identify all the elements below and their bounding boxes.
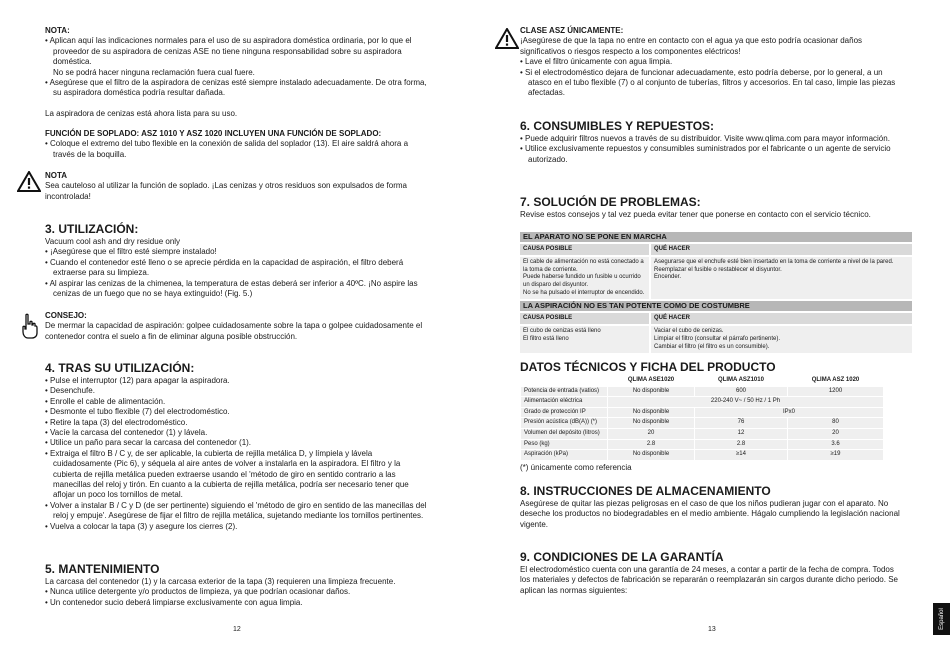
language-label: Español — [938, 608, 945, 630]
table-cell: 220-240 V~ / 50 Hz / 1 Ph — [608, 397, 884, 408]
section-6-title: 6. CONSUMIBLES Y REPUESTOS: — [520, 119, 715, 133]
section-5-title: 5. MANTENIMIENTO — [45, 562, 160, 576]
table-cell: 1200 — [788, 386, 884, 397]
spec-label: Alimentación eléctrica — [521, 397, 608, 408]
section-6-list — [520, 134, 905, 165]
table-cell: El cable de alimentación no está conectado a la toma de corriente. Puede haberse fundido un fusible u ocurrido un disparo del disyuntor. No se ha pulsado el interruptor de encendido. — [520, 256, 650, 300]
section-8-title: 8. INSTRUCCIONES DE ALMACENAMIENTO — [520, 484, 771, 498]
asz-block — [520, 26, 905, 99]
table-section-title: LA ASPIRACIÓN NO ES TAN POTENTE COMO DE COSTUMBRE — [520, 300, 912, 312]
table-cell: Vaciar el cubo de cenizas. Limpiar el filtro (consultar el párrafo pertinente). Cambiar el filtro (el filtro es un consumible). — [650, 325, 912, 354]
note-item: No se podrá hacer ninguna reclamación fuera cual fuere. — [53, 67, 255, 77]
table-cell: IPx0 — [695, 407, 884, 418]
section-3-line: Vacuum cool ash and dry residue only — [45, 237, 181, 246]
list-item: • Extraiga el filtro B / C y, de ser aplicable, la cubierta de rejilla metálica D, y límpiela y lávela cuidadosamente (Pic 6), y séquela al aire antes de volver a instalarla en la aspiradora. El filtro y la cubierta de rejilla metálica pueden extraerse usando el 'método de giro en sentido contrario a las manecillas del reloj y tirón. En cuanto a la cubierta de rejilla metálica, podría ser necesario tener que aflojar un poco los tornillos de metal. — [45, 448, 409, 500]
warning-icon — [495, 28, 519, 49]
column-header: QLIMA ASE1020 — [608, 376, 695, 386]
spec-label: Peso (kg) — [521, 439, 608, 450]
table-cell: 20 — [608, 428, 695, 439]
table-cell: Asegurarse que el enchufe esté bien insertado en la toma de corriente a nivel de la pared. Reemplazar el fusible o restablecer el disyuntor. Encender. — [650, 256, 912, 300]
asz-line: ¡Asegúrese de que la tapa no entre en contacto con el agua ya que esto podría ocasionar daños significativos o riesgos respecto a los componentes eléctricos! — [520, 36, 863, 56]
list-item: • Puede adquirir filtros nuevos a través de su distribuidor. Visite www.qlima.com para mayor información. — [520, 134, 890, 143]
section-4-title: 4. TRAS SU UTILIZACIÓN: — [45, 361, 195, 375]
list-item: • Vacíe la carcasa del contenedor (1) y lávela. — [45, 428, 208, 438]
ready-text: La aspiradora de cenizas está ahora lista para su uso. — [45, 109, 238, 118]
table-cell: 2.8 — [695, 439, 788, 450]
asz-title: CLASE ASZ ÚNICAMENTE: — [520, 26, 624, 35]
section-3-line: • Cuando el contenedor esté lleno o se aprecie pérdida en la capacidad de aspiración, el filtro deberá extraerse para su limpieza. — [45, 257, 404, 278]
table-cell: 2.8 — [608, 439, 695, 450]
list-item: • Volver a instalar B / C y D (de ser pertinente) siguiendo el 'método de giro en sentido de las manecillas del reloj y empuje'. Asegúrese de fijar el filtro de rejilla metálica, sujetando mediante los tornillos pertinentes. — [45, 500, 427, 521]
section-5-line: • Un contenedor sucio deberá limpiarse exclusivamente con agua limpia. — [45, 597, 303, 607]
table-cell: 600 — [695, 386, 788, 397]
table-cell: 20 — [788, 428, 884, 439]
spec-label: Aspiración (kPa) — [521, 450, 608, 461]
column-header: QUÉ HACER — [650, 312, 912, 326]
column-header: CAUSA POSIBLE — [520, 312, 650, 326]
table-cell: No disponible — [608, 450, 695, 461]
table-cell: ≥14 — [695, 450, 788, 461]
section-7-title: 7. SOLUCIÓN DE PROBLEMAS: — [520, 195, 701, 209]
section-9-text: El electrodoméstico cuenta con una garantía de 24 meses, a contar a partir de la fecha de compra. Todos los materiales y defectos de fabricación se repararán o reemplazarán sin cargos durante dicho periodo. Se aplican las normas siguientes: — [520, 565, 898, 595]
list-item: • Desmonte el tubo flexible (7) del electrodoméstico. — [45, 407, 230, 417]
spec-note: (*) únicamente como referencia — [520, 463, 632, 472]
section-7-intro: Revise estos consejos y tal vez pueda evitar tener que ponerse en contacto con el servicio técnico. — [520, 210, 871, 219]
section-5-line: La carcasa del contenedor (1) y la carcasa exterior de la tapa (3) requieren una limpieza frecuente. — [45, 577, 396, 586]
pointing-hand-icon — [20, 313, 38, 339]
table-cell: ≥19 — [788, 450, 884, 461]
section-3-line: • Al aspirar las cenizas de la chimenea, la temperatura de estas deberá ser inferior a 40ºC. ¡No aspire las cenizas de un fuego que no se haya extinguido! (Fig. 5.) — [45, 278, 418, 299]
page-number: 13 — [708, 626, 716, 633]
spec-label: Volumen del depósito (litros) — [521, 428, 608, 439]
column-header: QLIMA ASZ 1020 — [788, 376, 884, 386]
section-5-body — [45, 577, 430, 608]
warning-text: Sea cauteloso al utilizar la función de soplado. ¡Las cenizas y otros residuos son expulsados de forma incontrolada! — [45, 181, 407, 201]
tip-title: CONSEJO: — [45, 311, 87, 320]
asz-line: • Lave el filtro únicamente con agua limpia. — [520, 57, 673, 67]
warning-title: NOTA — [45, 171, 68, 180]
spec-label: Presión acústica (dB(A)) (*) — [521, 418, 608, 429]
tip-block — [45, 311, 430, 342]
list-item: • Vuelva a colocar la tapa (3) y asegure los cierres (2). — [45, 521, 238, 531]
list-item: • Utilice un paño para secar la carcasa del contenedor (1). — [45, 438, 252, 448]
blow-block — [45, 129, 430, 160]
asz-line: • Si el electrodoméstico dejara de funcionar adecuadamente, esto podría deberse, por lo general, a un atasco en el tubo flexible (7) o al conjunto de tuberías, filtros y accesorios. En tal caso, limpie las piezas afectadas. — [520, 67, 896, 98]
list-item: • Pulse el interruptor (12) para apagar la aspiradora. — [45, 376, 230, 385]
table-cell: 76 — [695, 418, 788, 429]
note-title: NOTA: — [45, 26, 70, 35]
table-cell: 80 — [788, 418, 884, 429]
table-cell: No disponible — [608, 418, 695, 429]
table-cell: No disponible — [608, 407, 695, 418]
spec-table — [520, 376, 883, 461]
section-5-line: • Nunca utilice detergente y/o productos de limpieza, ya que podrían ocasionar daños. — [45, 587, 351, 597]
table-cell: 12 — [695, 428, 788, 439]
column-header: CAUSA POSIBLE — [520, 243, 650, 257]
column-header: QLIMA ASZ1010 — [695, 376, 788, 386]
section-4-list — [45, 376, 430, 532]
table-section-title: EL APARATO NO SE PONE EN MARCHA — [520, 232, 912, 243]
column-header: QUÉ HACER — [650, 243, 912, 257]
section-3-body — [45, 237, 430, 299]
page-number: 12 — [233, 626, 241, 633]
tip-text: De mermar la capacidad de aspiración: golpee cuidadosamente sobre la tapa o golpee cuidadosamente el contenedor contra el suelo a fin de eliminar alguna posible obstrucción. — [45, 321, 423, 341]
list-item: • Desenchufe. — [45, 386, 95, 396]
list-item: • Enrolle el cable de alimentación. — [45, 396, 166, 406]
table-cell: No disponible — [608, 386, 695, 397]
right-page — [475, 0, 950, 645]
list-item: • Retire la tapa (3) del electrodoméstico. — [45, 417, 188, 427]
section-3-line: • ¡Asegúrese que el filtro esté siempre instalado! — [45, 247, 217, 257]
blow-title: FUNCIÓN DE SOPLADO: ASZ 1010 Y ASZ 1020 INCLUYEN UNA FUNCIÓN DE SOPLADO: — [45, 129, 382, 138]
note-block — [45, 26, 430, 99]
note-item: • Aplican aquí las indicaciones normales para el uso de su aspiradora doméstica ordinaria, por lo que el proveedor de su aspiradora de cenizas ASE no tiene ninguna responsabilidad sobre su aspiradora doméstica. — [45, 36, 412, 67]
column-header — [521, 376, 608, 386]
section-8-text: Asegúrese de quitar las piezas peligrosas en el caso de que los niños pudieran jugar con el aparato. No deseche los productos no biodegradables en el medio ambiente. Hágalo cumpliendo la legislación nacional vigente. — [520, 499, 900, 529]
table-cell: 3.6 — [788, 439, 884, 450]
spec-title: DATOS TÉCNICOS Y FICHA DEL PRODUCTO — [520, 360, 776, 374]
section-3-title: 3. UTILIZACIÓN: — [45, 222, 139, 236]
section-9-title: 9. CONDICIONES DE LA GARANTÍA — [520, 550, 724, 564]
troubleshooting-table — [520, 232, 912, 355]
language-tab — [933, 603, 950, 635]
list-item: • Utilice exclusivamente repuestos y consumibles suministrados por el fabricante o un agente de servicio autorizado. — [520, 144, 891, 164]
warning-icon — [17, 171, 41, 192]
note-item: • Asegúrese que el filtro de la aspiradora de cenizas esté siempre instalado adecuadamente. De otra forma, su aspiradora doméstica podría resultar dañada. — [45, 78, 427, 98]
spec-label: Grado de protección IP — [521, 407, 608, 418]
spec-label: Potencia de entrada (vatios) — [521, 386, 608, 397]
warning-block — [45, 171, 430, 202]
blow-item: • Coloque el extremo del tubo flexible en la conexión de salida del soplador (13). El aire saldrá ahora a través de la boquilla. — [45, 139, 409, 159]
table-cell: El cubo de cenizas está lleno El filtro está lleno — [520, 325, 650, 354]
